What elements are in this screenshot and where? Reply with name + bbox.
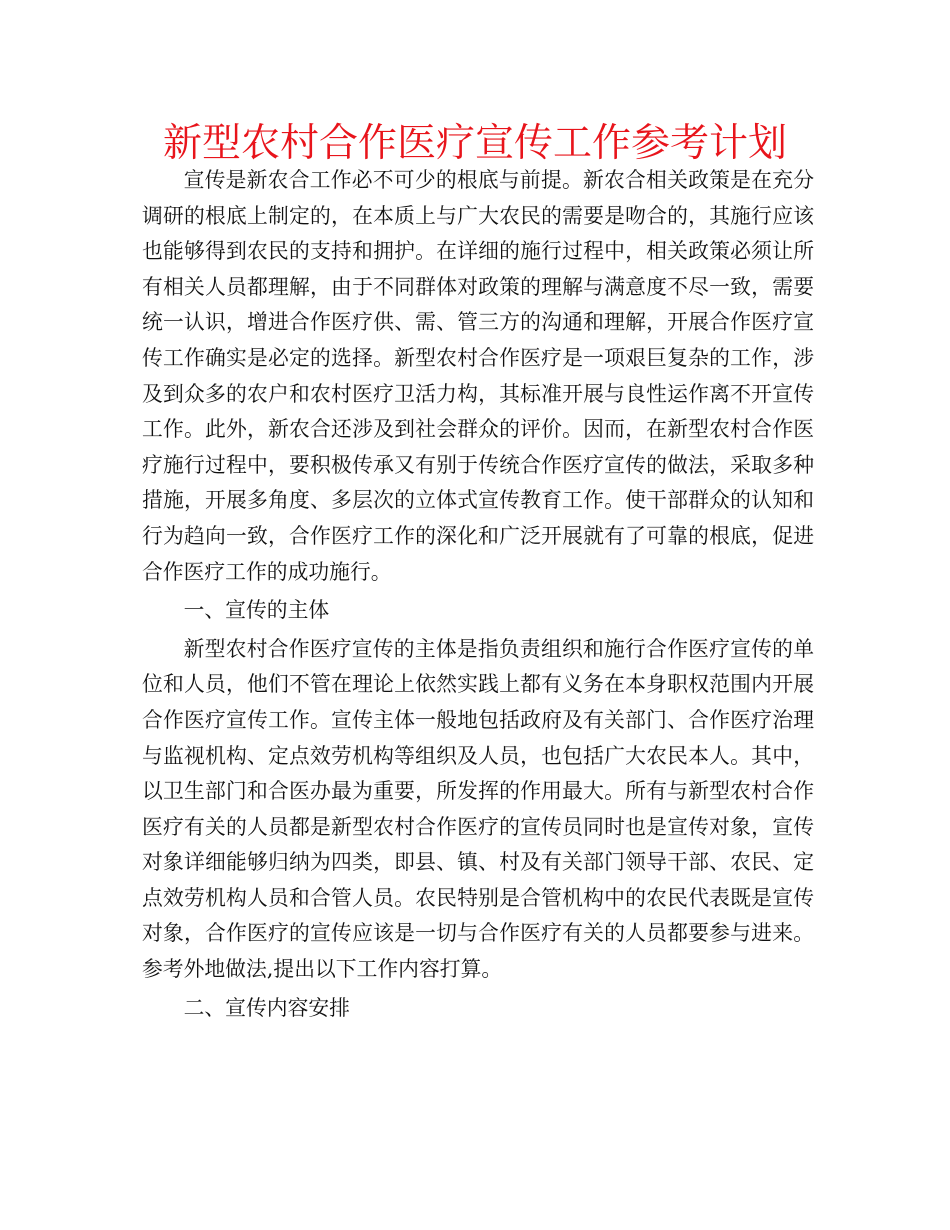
intro-paragraph: 宣传是新农合工作必不可少的根底与前提。新农合相关政策是在充分调研的根底上制定的，在本质上与广大农民的需要是吻合的，其施行应该也能够得到农民的支持和拥护。在详细的施行过程中，相关政策必须让所有相关人员都理解，由于不同群体对政策的理解与满意度不尽一致，需要统一认识，增进合作医疗供、需、管三方的沟通和理解，开展合作医疗宣传工作确实是必定的选择。新型农村合作医疗是一项艰巨复杂的工作，涉及到众多的农户和农村医疗卫活力构，其标准开展与良性运作离不开宣传工作。此外，新农合还涉及到社会群众的评价。因而，在新型农村合作医疗施行过程中，要积极传承又有别于传统合作医疗宣传的做法，采取多种措施，开展多角度、多层次的立体式宣传教育工作。使干部群众的认知和行为趋向一致，合作医疗工作的深化和广泛开展就有了可靠的根底，促进合作医疗工作的成功施行。: [142, 168, 814, 584]
document-body: [142, 163, 814, 1029]
section-heading-2: 二、宣传内容安排: [183, 995, 350, 1020]
section-heading-1: 一、宣传的主体: [183, 598, 330, 623]
section-1-paragraph: 新型农村合作医疗宣传的主体是指负责组织和施行合作医疗宣传的单位和人员，他们不管在理论上依然实践上都有义务在本身职权范围内开展合作医疗宣传工作。宣传主体一般地包括政府及有关部门、合作医疗治理与监视机构、定点效劳机构等组织及人员，也包括广大农民本人。其中，以卫生部门和合医办最为重要，所发挥的作用最大。所有与新型农村合作医疗有关的人员都是新型农村合作医疗的宣传员同时也是宣传对象，宣传对象详细能够归纳为四类，即县、镇、村及有关部门领导干部、农民、定点效劳机构人员和合管人员。农民特别是合管机构中的农民代表既是宣传对象，合作医疗的宣传应该是一切与合作医疗有关的人员都要参与进来。参考外地做法,提出以下工作内容打算。: [142, 636, 814, 982]
document-title: 新型农村合作医疗宣传工作参考计划: [162, 121, 787, 166]
